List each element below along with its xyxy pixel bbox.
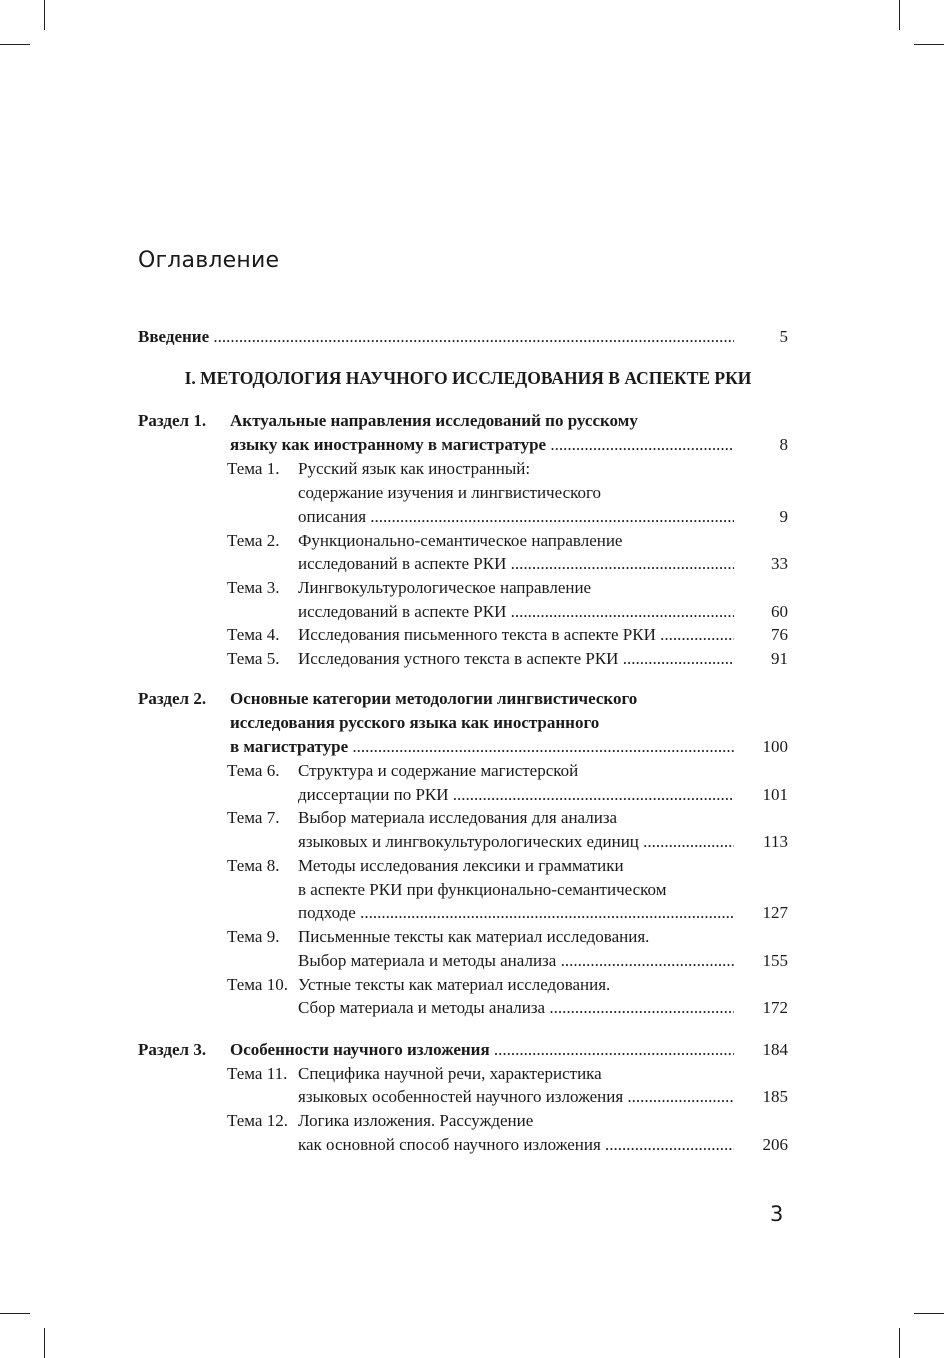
toc-page-number: 60 bbox=[771, 602, 788, 621]
topic-title: диссертации по РКИ ..... bbox=[298, 783, 734, 807]
topic-title: Лингвокультурологическое направление bbox=[298, 578, 592, 597]
toc-page-number: 206 bbox=[762, 1135, 788, 1154]
topic-label: Тема 5. bbox=[227, 649, 280, 668]
toc-line bbox=[138, 1109, 798, 1133]
crop-mark bbox=[44, 1328, 45, 1358]
section-label: Раздел 3. bbox=[138, 1040, 207, 1059]
topic-title: исследований в аспекте РКИ ..... bbox=[298, 600, 734, 624]
section-title: языку как иностранному в магистратуре ..... bbox=[230, 433, 734, 457]
topic-title: Исследования устного текста в аспекте РКИ ..... bbox=[298, 647, 734, 671]
topic-label: Тема 9. bbox=[227, 927, 280, 946]
toc-line bbox=[138, 1038, 798, 1062]
toc-line bbox=[138, 433, 798, 457]
topic-title: Логика изложения. Рассуждение bbox=[298, 1111, 534, 1130]
toc-line bbox=[138, 830, 798, 854]
toc-line bbox=[138, 600, 798, 624]
page-title: Оглавление bbox=[138, 248, 280, 273]
toc-line bbox=[138, 973, 798, 997]
part-heading: I. МЕТОДОЛОГИЯ НАУЧНОГО ИССЛЕДОВАНИЯ В АСПЕКТЕ РКИ bbox=[184, 368, 752, 388]
topic-title: как основной способ научного изложения ..... bbox=[298, 1133, 734, 1157]
toc-page-number: 185 bbox=[762, 1087, 788, 1106]
toc-page-number: 8 bbox=[779, 435, 788, 454]
toc-line bbox=[138, 759, 798, 783]
topic-title: Функционально-семантическое направление bbox=[298, 531, 623, 550]
topic-label: Тема 3. bbox=[227, 578, 280, 597]
toc-line bbox=[138, 854, 798, 878]
topic-title: Выбор материала исследования для анализа bbox=[298, 808, 618, 827]
topic-title: языковых особенностей научного изложения ..... bbox=[298, 1085, 734, 1109]
crop-mark bbox=[914, 44, 944, 45]
topic-label: Тема 7. bbox=[227, 808, 280, 827]
toc-page-number: 91 bbox=[771, 649, 788, 668]
toc-page-number: 184 bbox=[762, 1040, 788, 1059]
topic-title: Устные тексты как материал исследования. bbox=[298, 975, 611, 994]
topic-title: Специфика научной речи, характеристика bbox=[298, 1064, 602, 1083]
toc-line bbox=[138, 806, 798, 830]
topic-label: Тема 10. bbox=[227, 975, 288, 994]
topic-label: Тема 11. bbox=[227, 1064, 288, 1083]
toc-intro-title: Введение ..... bbox=[138, 325, 734, 349]
topic-title: Структура и содержание магистерской bbox=[298, 761, 579, 780]
toc-page-number: 172 bbox=[762, 998, 788, 1017]
topic-title: Сбор материала и методы анализа ..... bbox=[298, 996, 734, 1020]
topic-title: Русский язык как иностранный: bbox=[298, 459, 531, 478]
topic-title: Исследования письменного текста в аспекте РКИ ..... bbox=[298, 623, 734, 647]
toc-page-number: 113 bbox=[763, 832, 788, 851]
toc-line bbox=[138, 647, 798, 671]
toc-line bbox=[138, 687, 798, 711]
section-title: Актуальные направления исследований по русскому bbox=[230, 411, 638, 430]
toc-line bbox=[138, 529, 798, 553]
page-number: 3 bbox=[770, 1202, 784, 1226]
toc-line bbox=[138, 878, 798, 902]
toc-line bbox=[138, 576, 798, 600]
crop-mark bbox=[0, 1313, 30, 1314]
topic-title: исследований в аспекте РКИ ..... bbox=[298, 552, 734, 576]
toc-page-number: 155 bbox=[762, 951, 788, 970]
toc-line bbox=[138, 949, 798, 973]
crop-mark bbox=[914, 1313, 944, 1314]
toc-line bbox=[138, 552, 798, 576]
toc-line bbox=[138, 1062, 798, 1086]
section-title: Особенности научного изложения ..... bbox=[230, 1038, 734, 1062]
topic-label: Тема 8. bbox=[227, 856, 280, 875]
section-title: в магистратуре ..... bbox=[230, 735, 734, 759]
crop-mark bbox=[899, 1328, 900, 1358]
toc-page-number: 101 bbox=[762, 785, 788, 804]
toc-line bbox=[138, 901, 798, 925]
toc-line bbox=[138, 623, 798, 647]
toc-intro bbox=[138, 325, 798, 349]
toc-line bbox=[138, 925, 798, 949]
toc-page-number: 33 bbox=[771, 554, 788, 573]
topic-title: в аспекте РКИ при функционально-семантическом bbox=[298, 880, 667, 899]
toc-page-number: 100 bbox=[762, 737, 788, 756]
section-label: Раздел 1. bbox=[138, 411, 207, 430]
toc-line bbox=[138, 711, 798, 735]
topic-title: Письменные тексты как материал исследования. bbox=[298, 927, 650, 946]
section-title: Основные категории методологии лингвистического bbox=[230, 689, 638, 708]
toc-line bbox=[138, 481, 798, 505]
crop-mark bbox=[0, 44, 30, 45]
toc-line bbox=[138, 457, 798, 481]
topic-label: Тема 4. bbox=[227, 625, 280, 644]
topic-title: подходе ..... bbox=[298, 901, 734, 925]
topic-label: Тема 6. bbox=[227, 761, 280, 780]
topic-title: Выбор материала и методы анализа ..... bbox=[298, 949, 734, 973]
toc-page-number: 76 bbox=[771, 625, 788, 644]
toc-line bbox=[138, 783, 798, 807]
topic-label: Тема 12. bbox=[227, 1111, 288, 1130]
section-title: исследования русского языка как иностранного bbox=[230, 713, 600, 732]
toc-line bbox=[138, 996, 798, 1020]
toc-page-number: 127 bbox=[762, 903, 788, 922]
toc-line bbox=[138, 505, 798, 529]
toc-page-number: 5 bbox=[779, 327, 788, 346]
topic-title: содержание изучения и лингвистического bbox=[298, 483, 602, 502]
toc-page-number: 9 bbox=[779, 507, 788, 526]
crop-mark bbox=[44, 0, 45, 30]
toc-line bbox=[138, 1133, 798, 1157]
topic-title: описания ..... bbox=[298, 505, 734, 529]
topic-title: Методы исследования лексики и грамматики bbox=[298, 856, 624, 875]
toc-line bbox=[138, 409, 798, 433]
section-label: Раздел 2. bbox=[138, 689, 207, 708]
topic-label: Тема 2. bbox=[227, 531, 280, 550]
topic-label: Тема 1. bbox=[227, 459, 280, 478]
toc-line bbox=[138, 1085, 798, 1109]
crop-mark bbox=[899, 0, 900, 30]
toc-line bbox=[138, 735, 798, 759]
topic-title: языковых и лингвокультурологических единиц ..... bbox=[298, 830, 734, 854]
